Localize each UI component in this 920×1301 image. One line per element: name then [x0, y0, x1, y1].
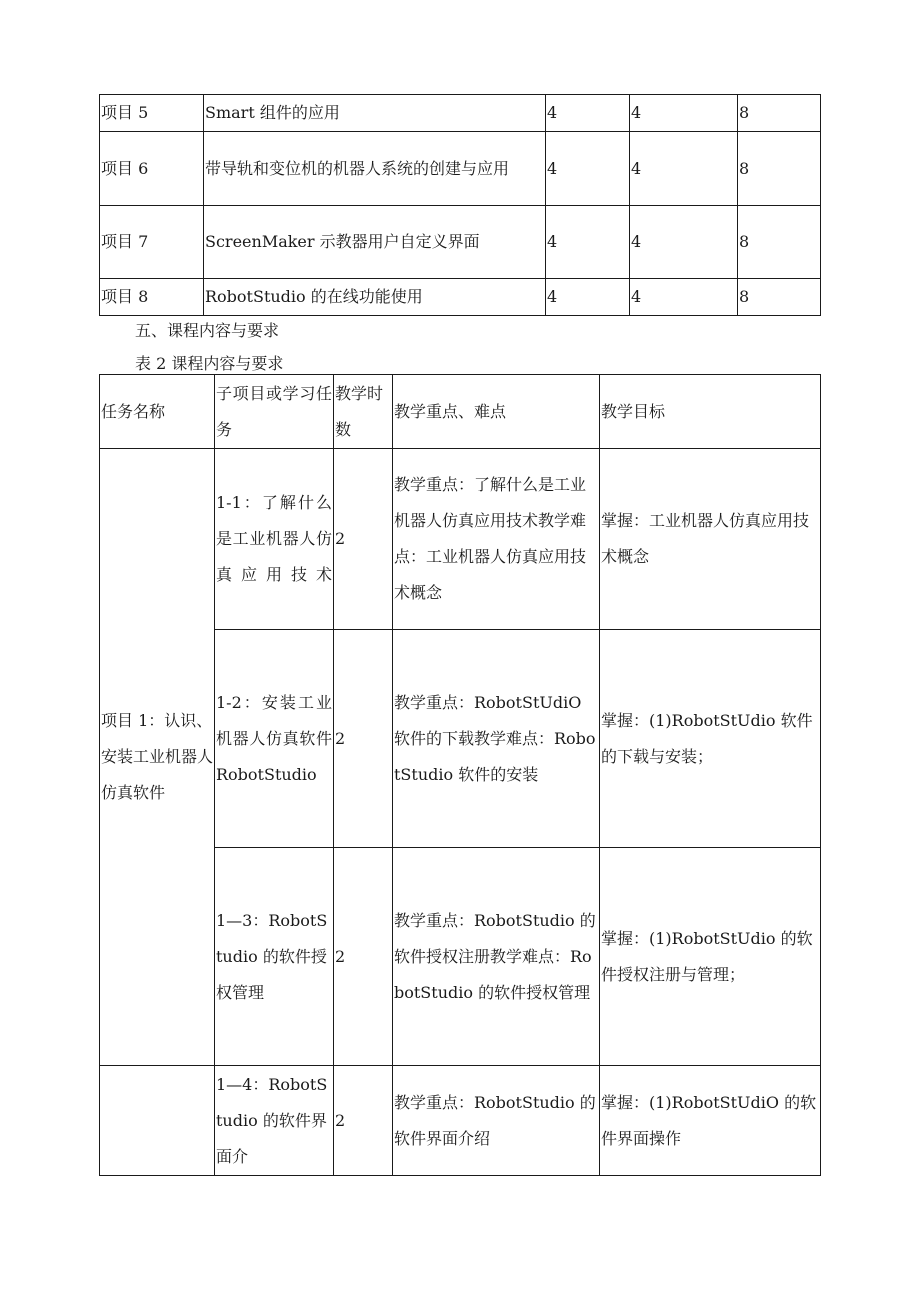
hours-cell: 8 — [738, 279, 821, 316]
focus-cell: 教学重点：RobotStudio 的软件界面介绍 — [393, 1066, 600, 1176]
sub-item-cell: 1-2：安装工业机器人仿真软件 RobotStudio — [215, 630, 334, 848]
hours-cell: 8 — [738, 132, 821, 206]
goal-cell: 掌握：工业机器人仿真应用技术概念 — [600, 449, 821, 630]
table-row — [100, 95, 821, 132]
task-name-cell-empty — [100, 1066, 215, 1176]
goal-cell: 掌握：(1)RobotStUdiO 的软件界面操作 — [600, 1066, 821, 1176]
goal-cell: 掌握：(1)RobotStUdio 软件的下载与安装； — [600, 630, 821, 848]
hours-cell: 2 — [334, 630, 393, 848]
sub-item-cell: 1—3：RobotStudio 的软件授权管理 — [215, 848, 334, 1066]
hours-cell: 4 — [630, 132, 738, 206]
hours-summary-table — [99, 94, 821, 316]
hours-cell: 2 — [334, 848, 393, 1066]
focus-cell: 教学重点：RobotStUdiO 软件的下载教学难点：RobotStudio 软件的安装 — [393, 630, 600, 848]
table-row — [100, 132, 821, 206]
focus-cell: 教学重点：RobotStudio 的软件授权注册教学难点：RobotStudio 的软件授权管理 — [393, 848, 600, 1066]
project-cell: 项目 8 — [100, 279, 204, 316]
project-name-cell: 带导轨和变位机的机器人系统的创建与应用 — [204, 132, 546, 206]
hours-cell: 8 — [738, 206, 821, 279]
hours-cell: 4 — [546, 206, 630, 279]
section-heading: 五、课程内容与要求 — [135, 321, 280, 340]
table-caption: 表 2 课程内容与要求 — [135, 354, 284, 373]
header-hours: 教学时数 — [334, 375, 393, 449]
course-content-table — [99, 374, 821, 1176]
focus-cell: 教学重点：了解什么是工业机器人仿真应用技术教学难点：工业机器人仿真应用技术概念 — [393, 449, 600, 630]
hours-cell: 4 — [630, 279, 738, 316]
table-header-row — [100, 375, 821, 449]
header-goal: 教学目标 — [600, 375, 821, 449]
hours-cell: 2 — [334, 1066, 393, 1176]
table-row — [100, 449, 821, 630]
task-name-cell: 项目 1：认识、安装工业机器人仿真软件 — [100, 449, 215, 1066]
hours-cell: 4 — [546, 279, 630, 316]
project-cell: 项目 5 — [100, 95, 204, 132]
sub-item-cell: 1—4：RobotStudio 的软件界面介 — [215, 1066, 334, 1176]
project-name-cell: ScreenMaker 示教器用户自定义界面 — [204, 206, 546, 279]
project-cell: 项目 6 — [100, 132, 204, 206]
hours-cell: 4 — [546, 132, 630, 206]
hours-cell: 4 — [630, 206, 738, 279]
hours-cell: 4 — [630, 95, 738, 132]
goal-cell: 掌握：(1)RobotStUdio 的软件授权注册与管理； — [600, 848, 821, 1066]
header-sub-item: 子项目或学习任务 — [215, 375, 334, 449]
table-row — [100, 206, 821, 279]
header-task-name: 任务名称 — [100, 375, 215, 449]
table-row — [100, 279, 821, 316]
project-name-cell: RobotStudio 的在线功能使用 — [204, 279, 546, 316]
hours-cell: 4 — [546, 95, 630, 132]
table-row — [100, 1066, 821, 1176]
header-focus: 教学重点、难点 — [393, 375, 600, 449]
hours-cell: 2 — [334, 449, 393, 630]
project-cell: 项目 7 — [100, 206, 204, 279]
hours-cell: 8 — [738, 95, 821, 132]
project-name-cell: Smart 组件的应用 — [204, 95, 546, 132]
sub-item-cell: 1-1：了解什么是工业机器人仿真应用技术 — [215, 449, 334, 630]
